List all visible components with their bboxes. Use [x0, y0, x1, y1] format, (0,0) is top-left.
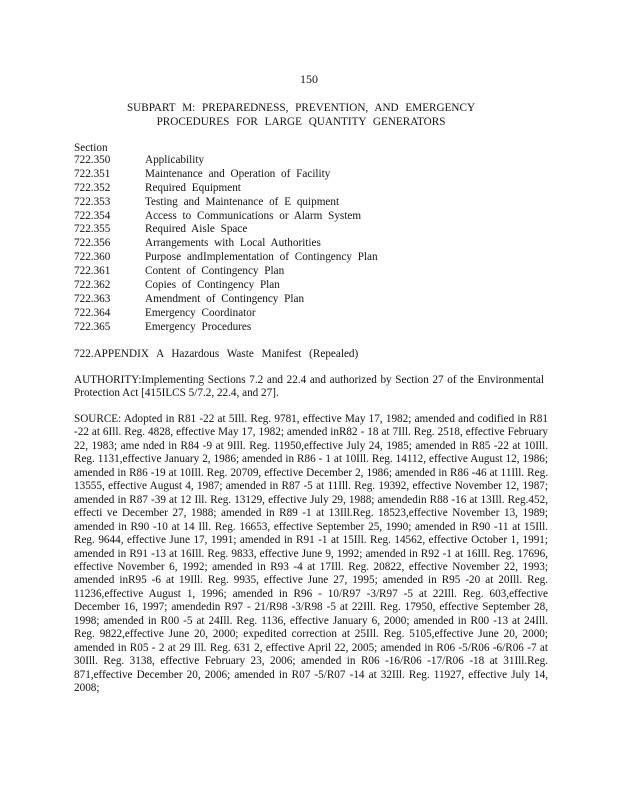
subpart-title-line-1: SUBPART M: PREPAREDNESS, PREVENTION, AND EMERGENCY: [126, 102, 476, 114]
section-number: 722.361: [74, 265, 111, 278]
section-row: [74, 321, 554, 335]
section-row: [74, 237, 554, 251]
section-row: [74, 307, 554, 321]
section-number: 722.362: [74, 279, 111, 292]
section-title: Testing and Maintenance of E quipment: [145, 195, 340, 208]
section-title: Required Aisle Space: [145, 223, 248, 236]
section-number: 722.364: [74, 306, 111, 319]
subpart-title: [120, 101, 482, 129]
section-row: [74, 210, 554, 224]
section-title: Access to Communications or Alarm System: [145, 209, 362, 222]
section-number: 722.354: [74, 209, 111, 222]
section-number: 722.353: [74, 195, 111, 208]
section-number: 722.351: [74, 167, 111, 180]
page-number: 150: [300, 72, 318, 86]
appendix-entry: 722.APPENDIX A Hazardous Waste Manifest (Repealed): [74, 348, 359, 360]
section-row: [74, 196, 554, 210]
subpart-title-line-2: PROCEDURES FOR LARGE QUANTITY GENERATORS: [156, 116, 446, 128]
section-number: 722.363: [74, 292, 111, 305]
section-number: 722.350: [74, 154, 111, 166]
section-title: Emergency Coordinator: [145, 306, 256, 319]
section-row: [74, 154, 554, 168]
section-row: [74, 265, 554, 279]
section-title: Content of Contingency Plan: [145, 265, 285, 278]
section-label: Section: [74, 142, 108, 154]
source-note: SOURCE: Adopted in R81 -22 at 5Ill. Reg. 9781, effective May 17, 1982; amended and codified in R81 -22 at 6Ill. Reg. 4828, effective May 17, 1982; amended inR82 - 18 at 7Ill. Reg. 2518, effective February 22, 1983; ame nded in R84 -9 at 9Ill. Reg. 11950,effective July 24, 1985; amended in R85 -22 at 10Ill. Reg. 1131,effective January 2, 1986; amended in R86 - 1 at 10Ill. Reg. 14112, effective August 12, 1986; amended in R86 -19 at 10Ill. Reg. 20709, effective December 2, 1986; amended in R86 -46 at 11Ill. Reg. 13555, effective August 4, 1987; amended in R87 -5 at 11Ill. Reg. 19392, effective November 12, 1987; amended in R87 -39 at 12 Ill. Reg. 13129, effective July 29, 1988; amendedin R88 -16 at 13Ill. Reg.452, effecti ve December 27, 1988; amended in R89 -1 at 13Ill.Reg. 18523,effective November 13, 1989; amended in R90 -10 at 14 Ill. Reg. 16653, effective September 25, 1990; amended in R90 -11 at 15Ill. Reg. 9644, effective June 17, 1991; amended in R91 -1 at 15Ill. Reg. 14562, effective October 1, 1991; amended in R91 -13 at 16Ill. Reg. 9833, effective June 9, 1992; amended in R92 -1 at 16Ill. Reg. 17696, effective November 6, 1992; amended in R93 -4 at 17Ill. Reg. 20822, effective November 22, 1993; amended inR95 -6 at 19Ill. Reg. 9935, effective June 27, 1995; amended in R95 -20 at 20Ill. Reg. 11236,effective August 1, 1996; amended in R96 - 10/R97 -3/R97 -5 at 22Ill. Reg. 603,effective December 16, 1997; amendedin R97 - 21/R98 -3/R98 -5 at 22Ill. Reg. 17950, effective September 28, 1998; amended in R00 -5 at 24Ill. Reg. 1136, effective January 6, 2000; amended in R00 -13 at 24Ill. Reg. 9822,effective June 20, 2000; expedited correction at 25Ill. Reg. 5105,effective June 20, 2000; amended in R05 - 2 at 29 Ill. Reg. 631 2, effective April 22, 2005; amended in R06 -5/R06 -6/R06 -7 at 30Ill. Reg. 3138, effective February 23, 2006; amended in R06 -16/R06 -17/R06 -18 at 31Ill.Reg. 871,effective December 20, 2006; amended in R07 -5/R07 -14 at 32Ill. Reg. 11927, effective July 14, 2008;: [74, 413, 548, 695]
section-title: Applicability: [145, 154, 205, 166]
section-number: 722.355: [74, 223, 111, 236]
authority-note: AUTHORITY:Implementing Sections 7.2 and 22.4 and authorized by Section 27 of the Environmental Protection Act [415ILCS 5/7.2, 22.4, and 27].: [74, 374, 544, 400]
section-title: Amendment of Contingency Plan: [145, 292, 305, 305]
section-row: [74, 182, 554, 196]
section-title: Arrangements with Local Authorities: [145, 237, 321, 250]
section-list: [74, 154, 554, 335]
section-number: 722.365: [74, 320, 111, 333]
section-title: Copies of Contingency Plan: [145, 279, 280, 292]
section-row: [74, 279, 554, 293]
section-title: Emergency Procedures: [145, 320, 252, 333]
section-number: 722.360: [74, 251, 111, 264]
section-row: [74, 168, 554, 182]
section-title: Maintenance and Operation of Facility: [145, 167, 331, 180]
section-number: 722.356: [74, 237, 111, 250]
section-title: Required Equipment: [145, 181, 241, 194]
section-row: [74, 223, 554, 237]
section-row: [74, 293, 554, 307]
section-row: [74, 251, 554, 265]
section-title: Purpose andImplementation of Contingency Plan: [145, 251, 378, 264]
section-number: 722.352: [74, 181, 111, 194]
